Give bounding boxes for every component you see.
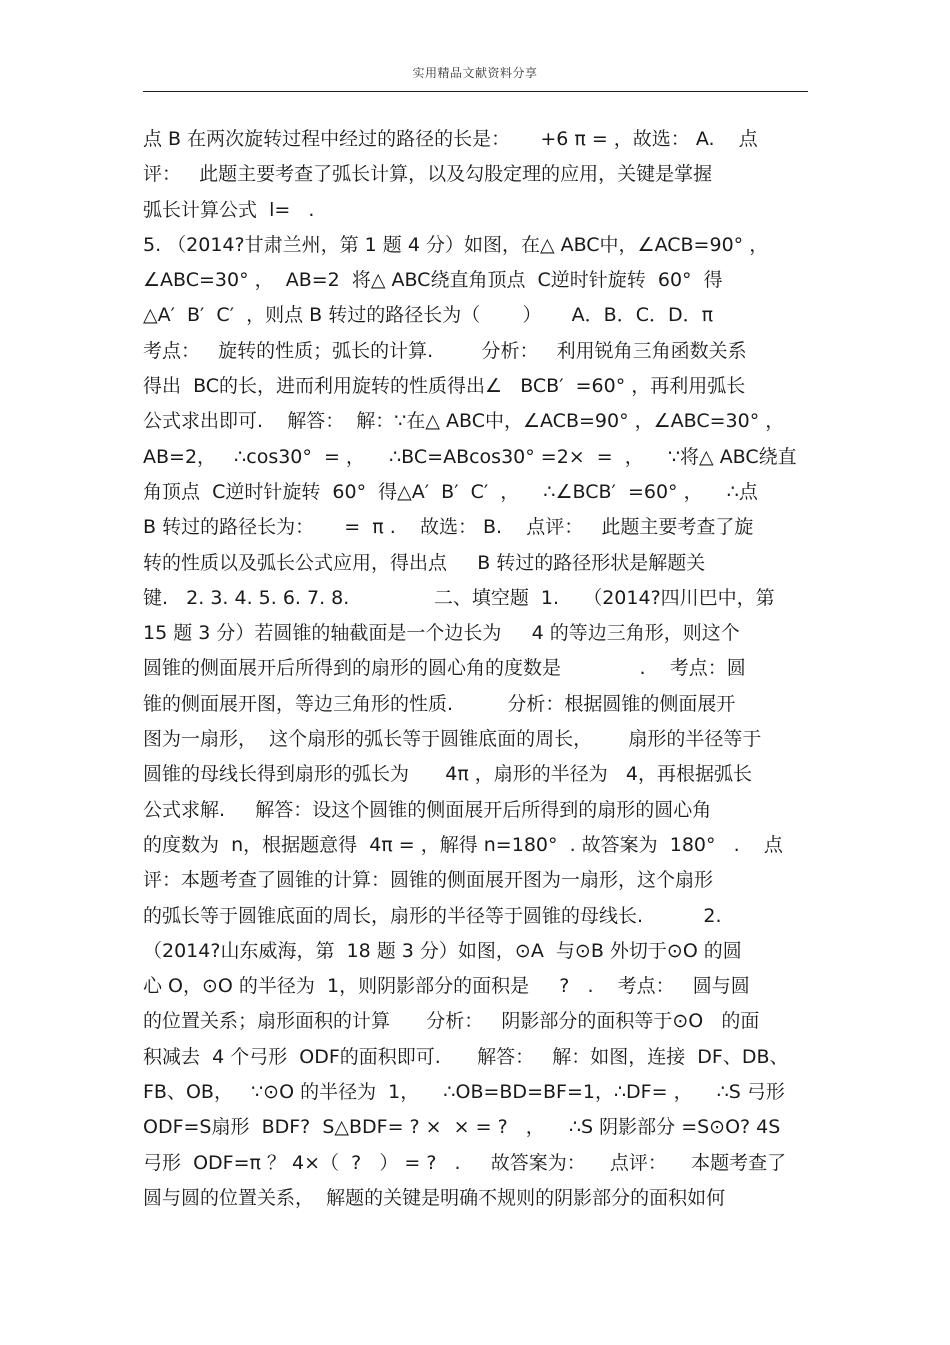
- text-line: （2014?山东威海，第 18 题 3 分）如图，⊙A 与⊙B 外切于⊙O 的圆: [143, 939, 742, 962]
- text-line: B 转过的路径长为： = π . 故选： B. 点评： 此题主要考查了旋: [143, 516, 754, 539]
- text-line: 图为一扇形， 这个扇形的弧长等于圆锥底面的周长， 扇形的半径等于: [143, 728, 762, 751]
- text-line: 弓形 ODF=π ？ 4×（ ? ） = ? . 故答案为： 点评： 本题考查了: [143, 1151, 787, 1174]
- text-line: 角顶点 C逆时针旋转 60° 得△A′ B′ C′ ， ∴∠BCB′ =60° ， ∴点: [143, 480, 758, 503]
- text-line: 评： 此题主要考查了弧长计算，以及勾股定理的应用，关键是掌握: [143, 163, 713, 186]
- text-line: AB=2， ∴cos30° = ， ∴BC=ABcos30° =2× = ， ∵将△ ABC绕直: [143, 445, 797, 468]
- text-line: 的弧长等于圆锥底面的周长，扇形的半径等于圆锥的母线长. 2.: [143, 904, 722, 927]
- text-line: 锥的侧面展开图，等边三角形的性质. 分析：根据圆锥的侧面展开: [143, 692, 736, 715]
- text-line: 的度数为 n，根据题意得 4π = ，解得 n=180° . 故答案为 180° . 点: [143, 833, 783, 856]
- header-divider: [143, 91, 808, 92]
- text-line: 圆与圆的位置关系， 解题的关键是明确不规则的阴影部分的面积如何: [143, 1186, 726, 1209]
- text-line: 圆锥的母线长得到扇形的弧长为 4π ，扇形的半径为 4，再根据弧长: [143, 763, 753, 786]
- text-line: 公式求解. 解答：设这个圆锥的侧面展开后所得到的扇形的圆心角: [143, 798, 712, 821]
- text-line: 的位置关系；扇形面积的计算 分析： 阴影部分的面积等于⊙O 的面: [143, 1010, 760, 1033]
- text-line: 键. 2. 3. 4. 5. 6. 7. 8. 二、填空题 1. （2014?四川巴中，第: [143, 586, 775, 609]
- page-header: 实用精品文献资料分享: [412, 66, 538, 80]
- text-line: 圆锥的侧面展开后所得到的扇形的圆心角的度数是 . 考点：圆: [143, 657, 746, 680]
- text-line: 得出 BC的长，进而利用旋转的性质得出∠ BCB′ =60° ，再利用弧长: [143, 375, 746, 398]
- text-line: 评：本题考查了圆锥的计算：圆锥的侧面展开图为一扇形，这个扇形: [143, 869, 714, 892]
- text-line: 15 题 3 分）若圆锥的轴截面是一个边长为 4 的等边三角形，则这个: [143, 622, 740, 645]
- text-line: 点 B 在两次旋转过程中经过的路径的长是： +6 π = ，故选： A. 点: [143, 128, 758, 150]
- document-body: [143, 122, 811, 1216]
- text-line: 5. （2014?甘肃兰州，第 1 题 4 分）如图，在△ ABC中，∠ACB=90° ，: [143, 233, 769, 256]
- text-line: FB、OB， ∵⊙O 的半径为 1， ∴OB=BD=BF=1，∴DF= ， ∴S 弓形: [143, 1081, 785, 1104]
- text-line: △A′ B′ C′ ，则点 B 转过的路径长为（ ） A．B．C．D．π: [143, 304, 714, 327]
- text-line: 转的性质以及弧长公式应用，得出点 B 转过的路径形状是解题关: [143, 551, 706, 574]
- text-line: 考点： 旋转的性质；弧长的计算. 分析： 利用锐角三角函数关系: [143, 339, 747, 362]
- text-line: 弧长计算公式 l= .: [143, 198, 315, 221]
- text-line: ∠ABC=30° ， AB=2 将△ ABC绕直角顶点 C逆时针旋转 60° 得: [143, 269, 723, 292]
- text-line: 公式求出即可. 解答： 解：∵在△ ABC中，∠ACB=90° ，∠ABC=30° ，: [143, 410, 785, 433]
- text-line: 心 O，⊙O 的半径为 1，则阴影部分的面积是 ? . 考点： 圆与圆: [143, 975, 750, 998]
- text-line: ODF=S扇形 BDF? S△BDF= ? × × = ? ， ∴S 阴影部分 =S⊙O? 4S: [143, 1116, 781, 1139]
- text-line: 积减去 4 个弓形 ODF的面积即可. 解答： 解：如图，连接 DF、DB、: [143, 1045, 789, 1068]
